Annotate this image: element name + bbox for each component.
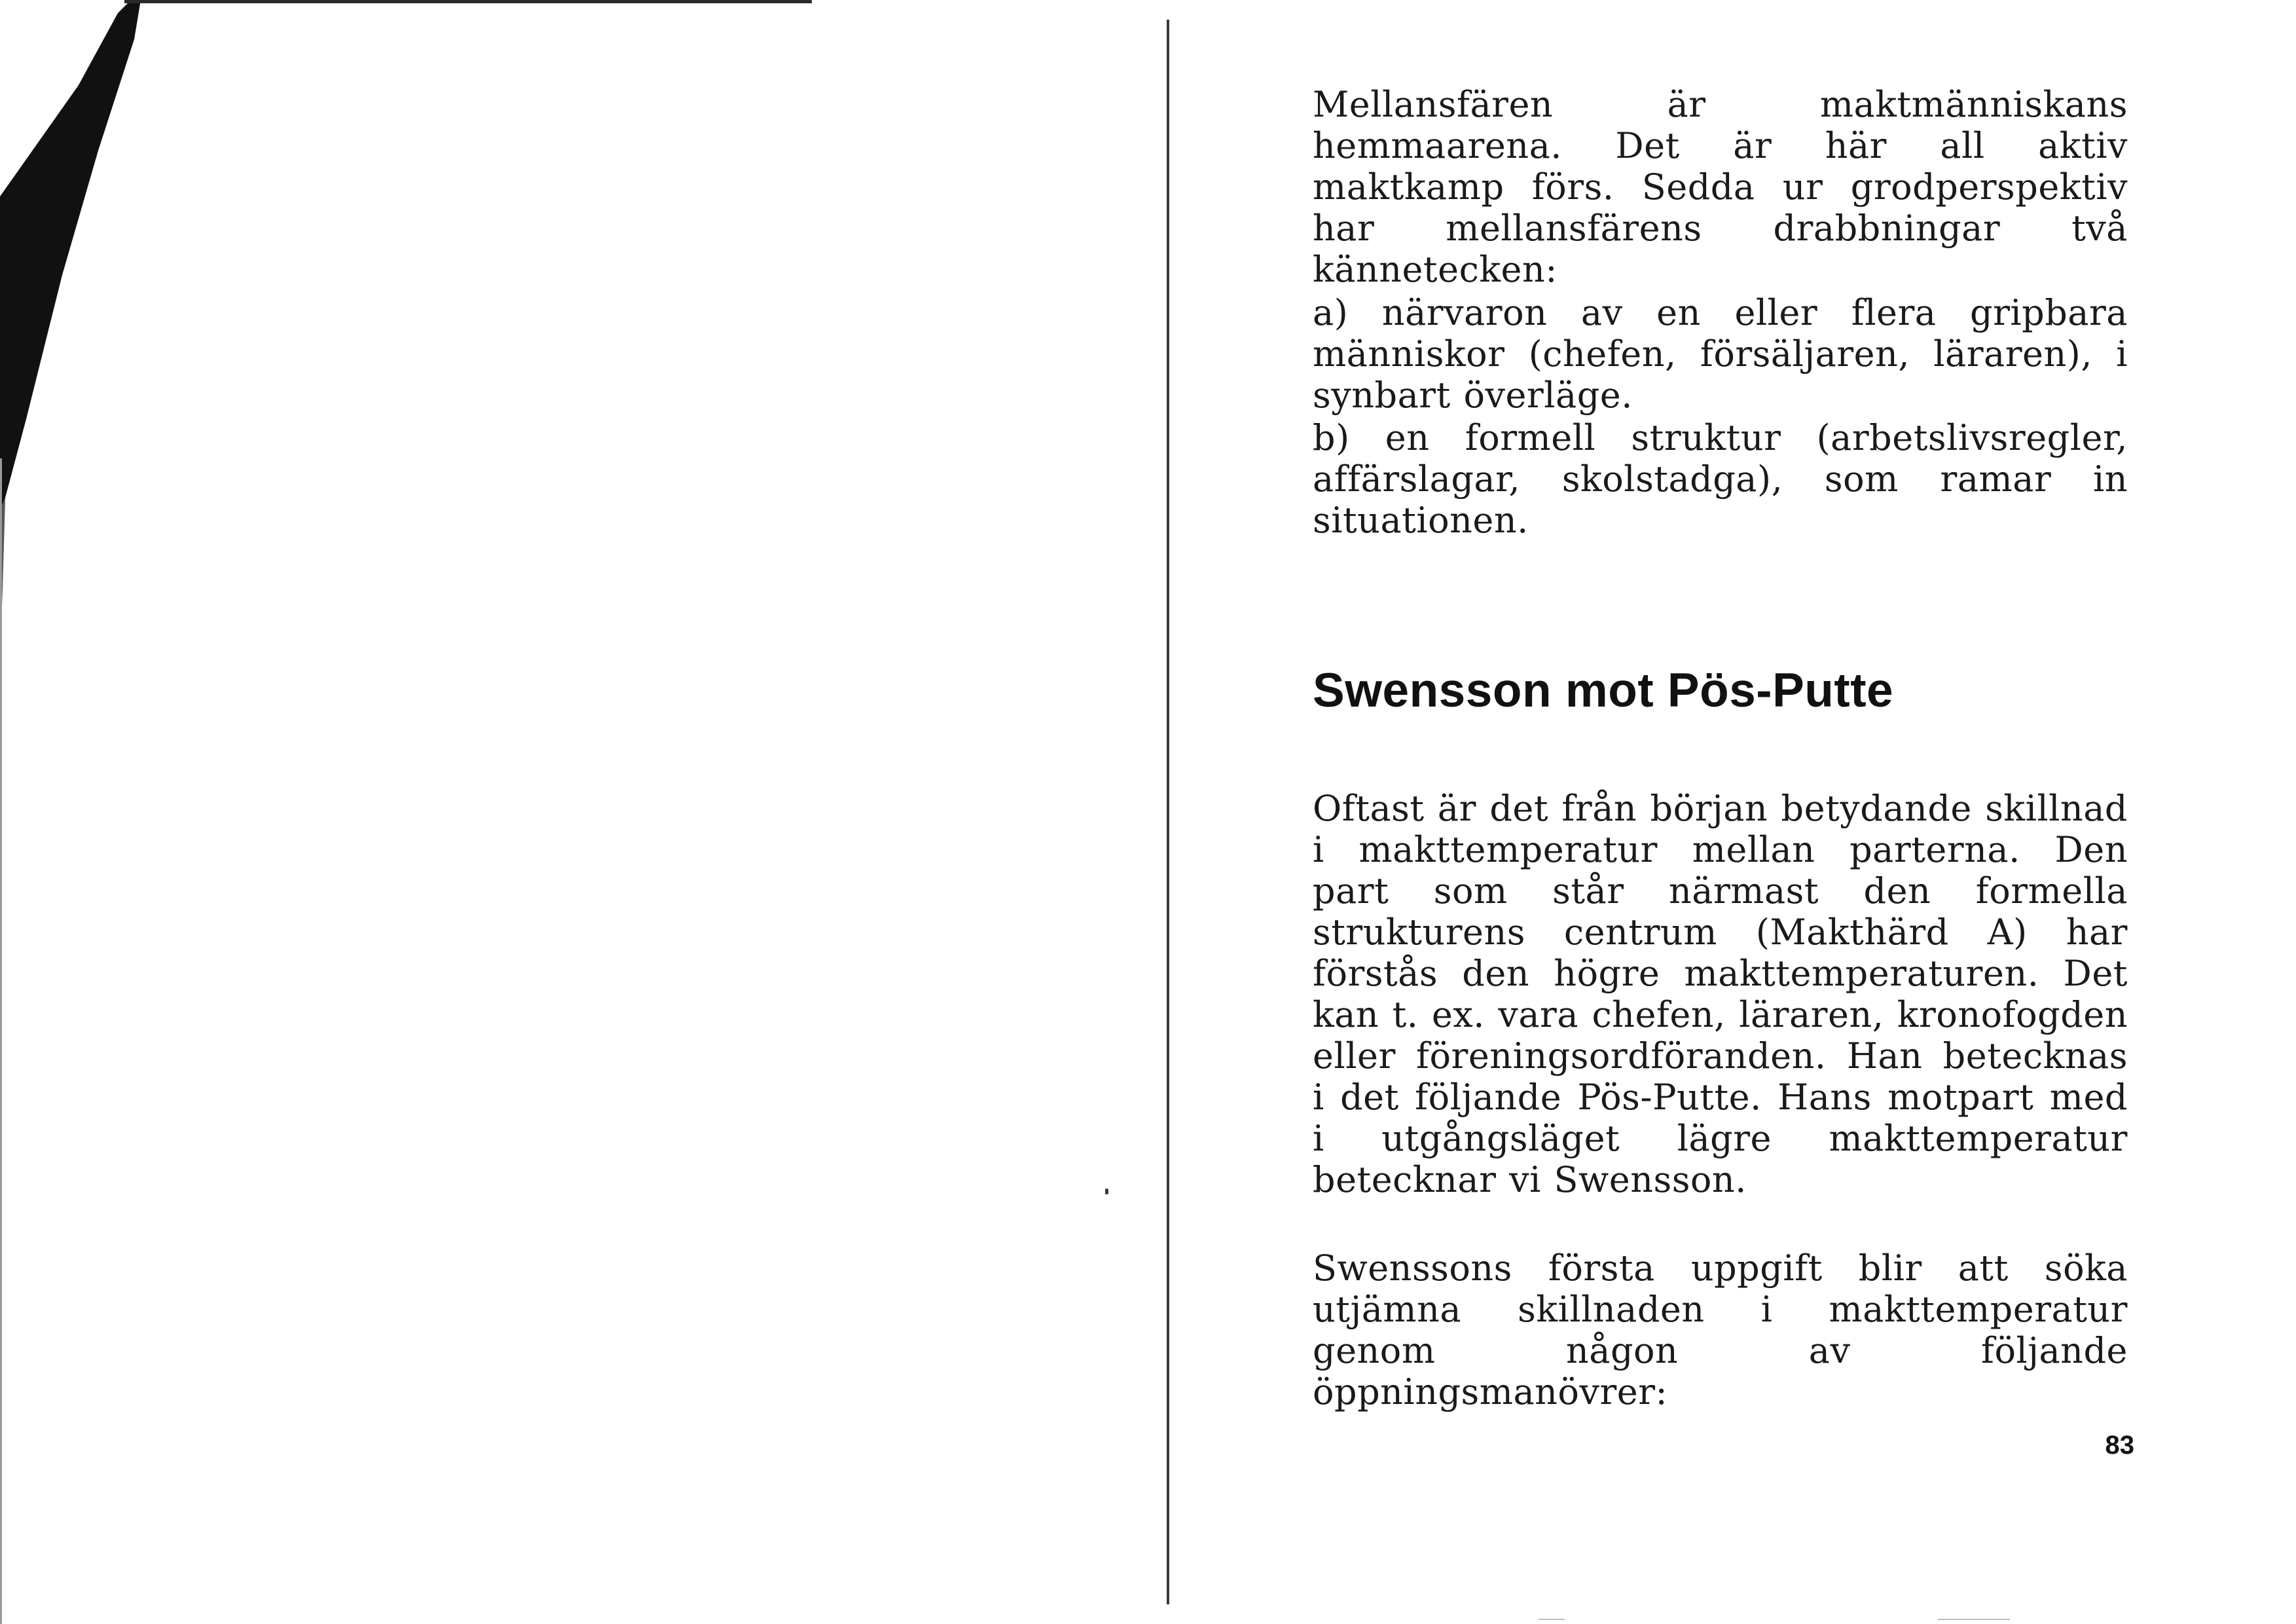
book-gutter-line [1167,20,1169,1604]
scan-speck [1105,1189,1108,1194]
paragraph-temperature: Oftast är det från början betydande skillnad i makttemperatur mellan parterna. Den part som står närmast den formella strukturens centrum (Makthärd A) har förstås den högre makttemperaturen. Det kan t. ex. vara chefen, läraren, kronofogden eller föreningsordföranden. Han betecknas i det följande Pös-Putte. Hans motpart med i utgångsläget lägre makttemperatur betecknar vi Swensson. [1313,788,2128,1200]
scan-mark [1539,1619,1565,1620]
section-heading: Swensson mot Pös-Putte [1313,664,1894,717]
paragraph-opening-moves: Swenssons första uppgift blir att söka utjämna skillnaden i makttemperatur genom någon av följande öppningsmanövrer: [1313,1247,2128,1412]
scan-shadow-edge [0,0,170,786]
left-page-edge [0,458,2,1624]
paragraph-point-a: a) närvaron av en eller flera gripbara människor (chefen, försäljaren, läraren), i synbart överläge. [1313,292,2128,416]
top-scan-rule [124,0,812,3]
paragraph-point-b: b) en formell struktur (arbetslivsregler, affärslagar, skolstadga), som ramar in situationen. [1313,417,2128,541]
paragraph-intro: Mellansfären är maktmänniskans hemmaarena. Det är här all aktiv maktkamp förs. Sedda ur grodperspektiv har mellansfärens drabbningar två kännetecken: [1313,84,2128,290]
page-number: 83 [2105,1431,2134,1460]
scan-mark [1938,1619,2010,1620]
